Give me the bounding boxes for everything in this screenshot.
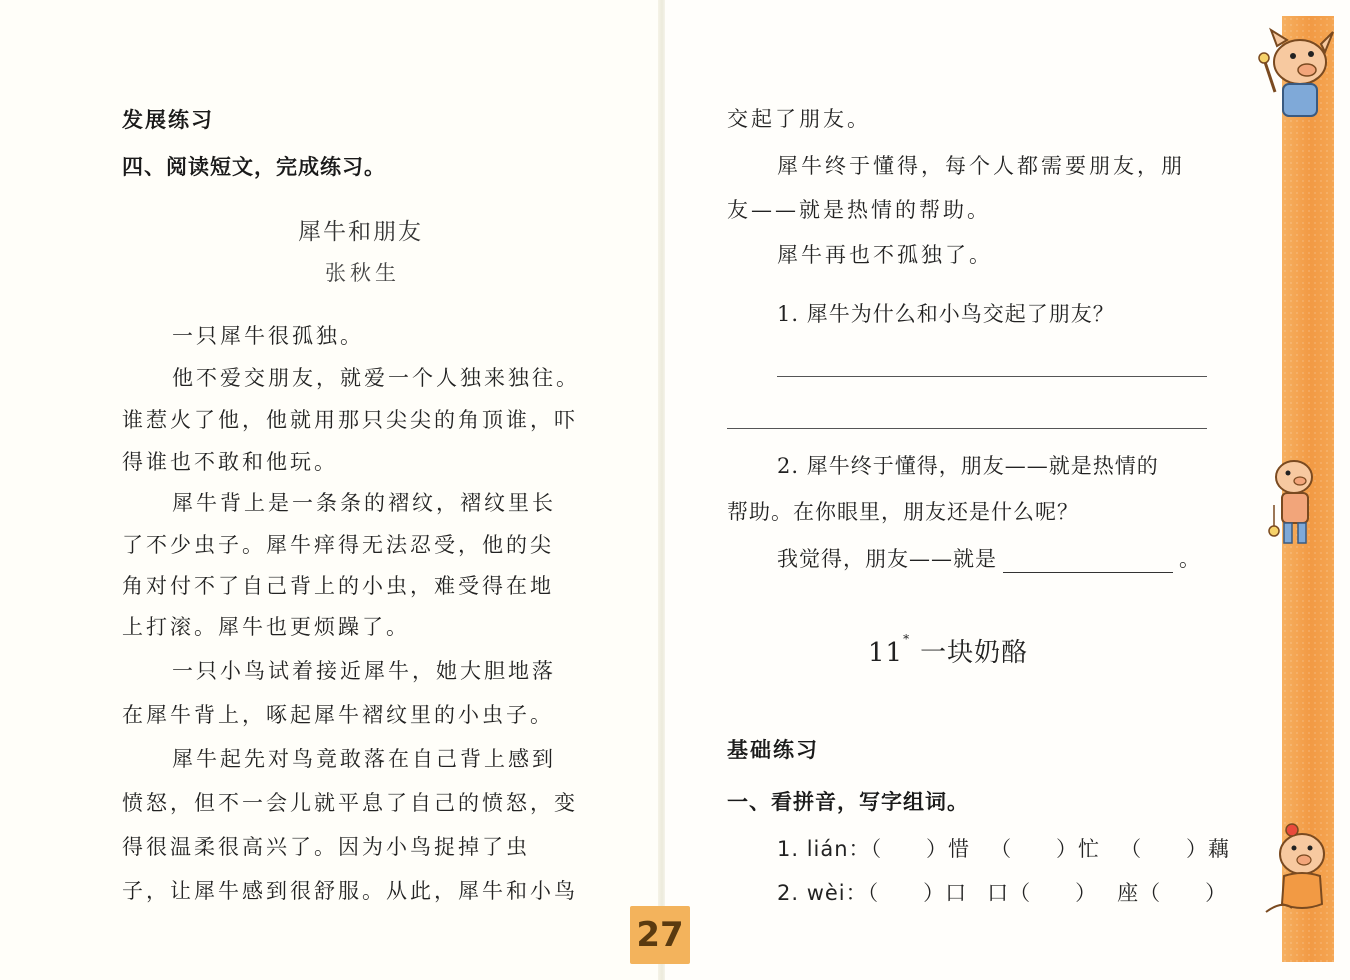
- story-line: 犀牛再也不孤独了。: [777, 243, 993, 267]
- question-1: 1. 犀牛为什么和小鸟交起了朋友？: [777, 302, 1115, 326]
- story-line: 他不爱交朋友，就爱一个人独来独往。: [172, 366, 580, 390]
- story-line: 友——就是热情的帮助。: [727, 198, 991, 222]
- story-line: 谁惹火了他，他就用那只尖尖的角顶谁，吓: [122, 408, 578, 432]
- story-line: 犀牛终于懂得，每个人都需要朋友，朋: [777, 154, 1185, 178]
- story-line: 愤怒，但不一会儿就平息了自己的愤怒，变: [122, 791, 578, 815]
- question-2-line-2: 帮助。在你眼里，朋友还是什么呢？: [727, 500, 1079, 524]
- section-heading-development: 发展练习: [122, 108, 214, 132]
- story-line: 得谁也不敢和他玩。: [122, 450, 338, 474]
- answer-line-1a[interactable]: [777, 376, 1207, 377]
- answer-suffix: 。: [1179, 547, 1201, 571]
- pinyin-label: 2. wèi：: [777, 881, 868, 905]
- question-2-line-1: 2. 犀牛终于懂得，朋友——就是热情的: [777, 454, 1159, 478]
- story-line: 角对付不了自己背上的小虫，难受得在地: [122, 574, 554, 598]
- page-number: 27: [630, 906, 690, 964]
- question-heading-four: 四、阅读短文，完成练习。: [122, 155, 386, 179]
- pinyin-item[interactable]: （ ）忙: [990, 837, 1101, 861]
- story-line: 一只犀牛很孤独。: [172, 324, 364, 348]
- pinyin-item[interactable]: 座（ ）: [1117, 881, 1228, 905]
- story-line: 犀牛起先对鸟竟敢落在自己背上感到: [172, 747, 556, 771]
- story-line: 一只小鸟试着接近犀牛，她大胆地落: [172, 659, 556, 683]
- story-line: 上打滚。犀牛也更烦躁了。: [122, 615, 410, 639]
- question-2-answer: [777, 543, 1201, 573]
- pinyin-label: 1. lián：: [777, 837, 871, 861]
- pinyin-item[interactable]: （ ）惜: [870, 837, 971, 861]
- pinyin-item[interactable]: （ ）藕: [1120, 837, 1231, 861]
- question-heading-one: 一、看拼音，写字组词。: [727, 790, 969, 814]
- answer-prefix: 我觉得，朋友——就是: [777, 547, 997, 571]
- story-line: 犀牛背上是一条条的褶纹，褶纹里长: [172, 491, 556, 515]
- answer-line-1b[interactable]: [727, 428, 1207, 429]
- lesson-title: [868, 632, 1028, 669]
- lesson-number: 11: [868, 638, 904, 668]
- answer-blank[interactable]: [1003, 552, 1173, 573]
- story-line: 子，让犀牛感到很舒服。从此，犀牛和小鸟: [122, 879, 578, 903]
- pinyin-item[interactable]: （ ）口: [867, 881, 968, 905]
- story-line: 了不少虫子。犀牛痒得无法忍受，他的尖: [122, 533, 554, 557]
- story-line: 在犀牛背上，啄起犀牛褶纹里的小虫子。: [122, 703, 554, 727]
- story-line: 交起了朋友。: [727, 107, 871, 131]
- pig-mascot-icon: [1262, 455, 1322, 550]
- pinyin-row-1: [777, 833, 1230, 863]
- pinyin-item[interactable]: 口（ ）: [987, 881, 1098, 905]
- story-author: 张秋生: [325, 261, 400, 285]
- pinyin-row-2: [777, 877, 1227, 907]
- lesson-name: 一块奶酪: [920, 638, 1029, 668]
- section-heading-basic: 基础练习: [727, 738, 819, 762]
- pig-mascot-icon: [1255, 22, 1340, 127]
- pig-mascot-icon: [1262, 820, 1340, 920]
- lesson-mark: *: [903, 632, 911, 646]
- story-title: 犀牛和朋友: [298, 219, 423, 245]
- story-line: 得很温柔很高兴了。因为小鸟捉掉了虫: [122, 835, 530, 859]
